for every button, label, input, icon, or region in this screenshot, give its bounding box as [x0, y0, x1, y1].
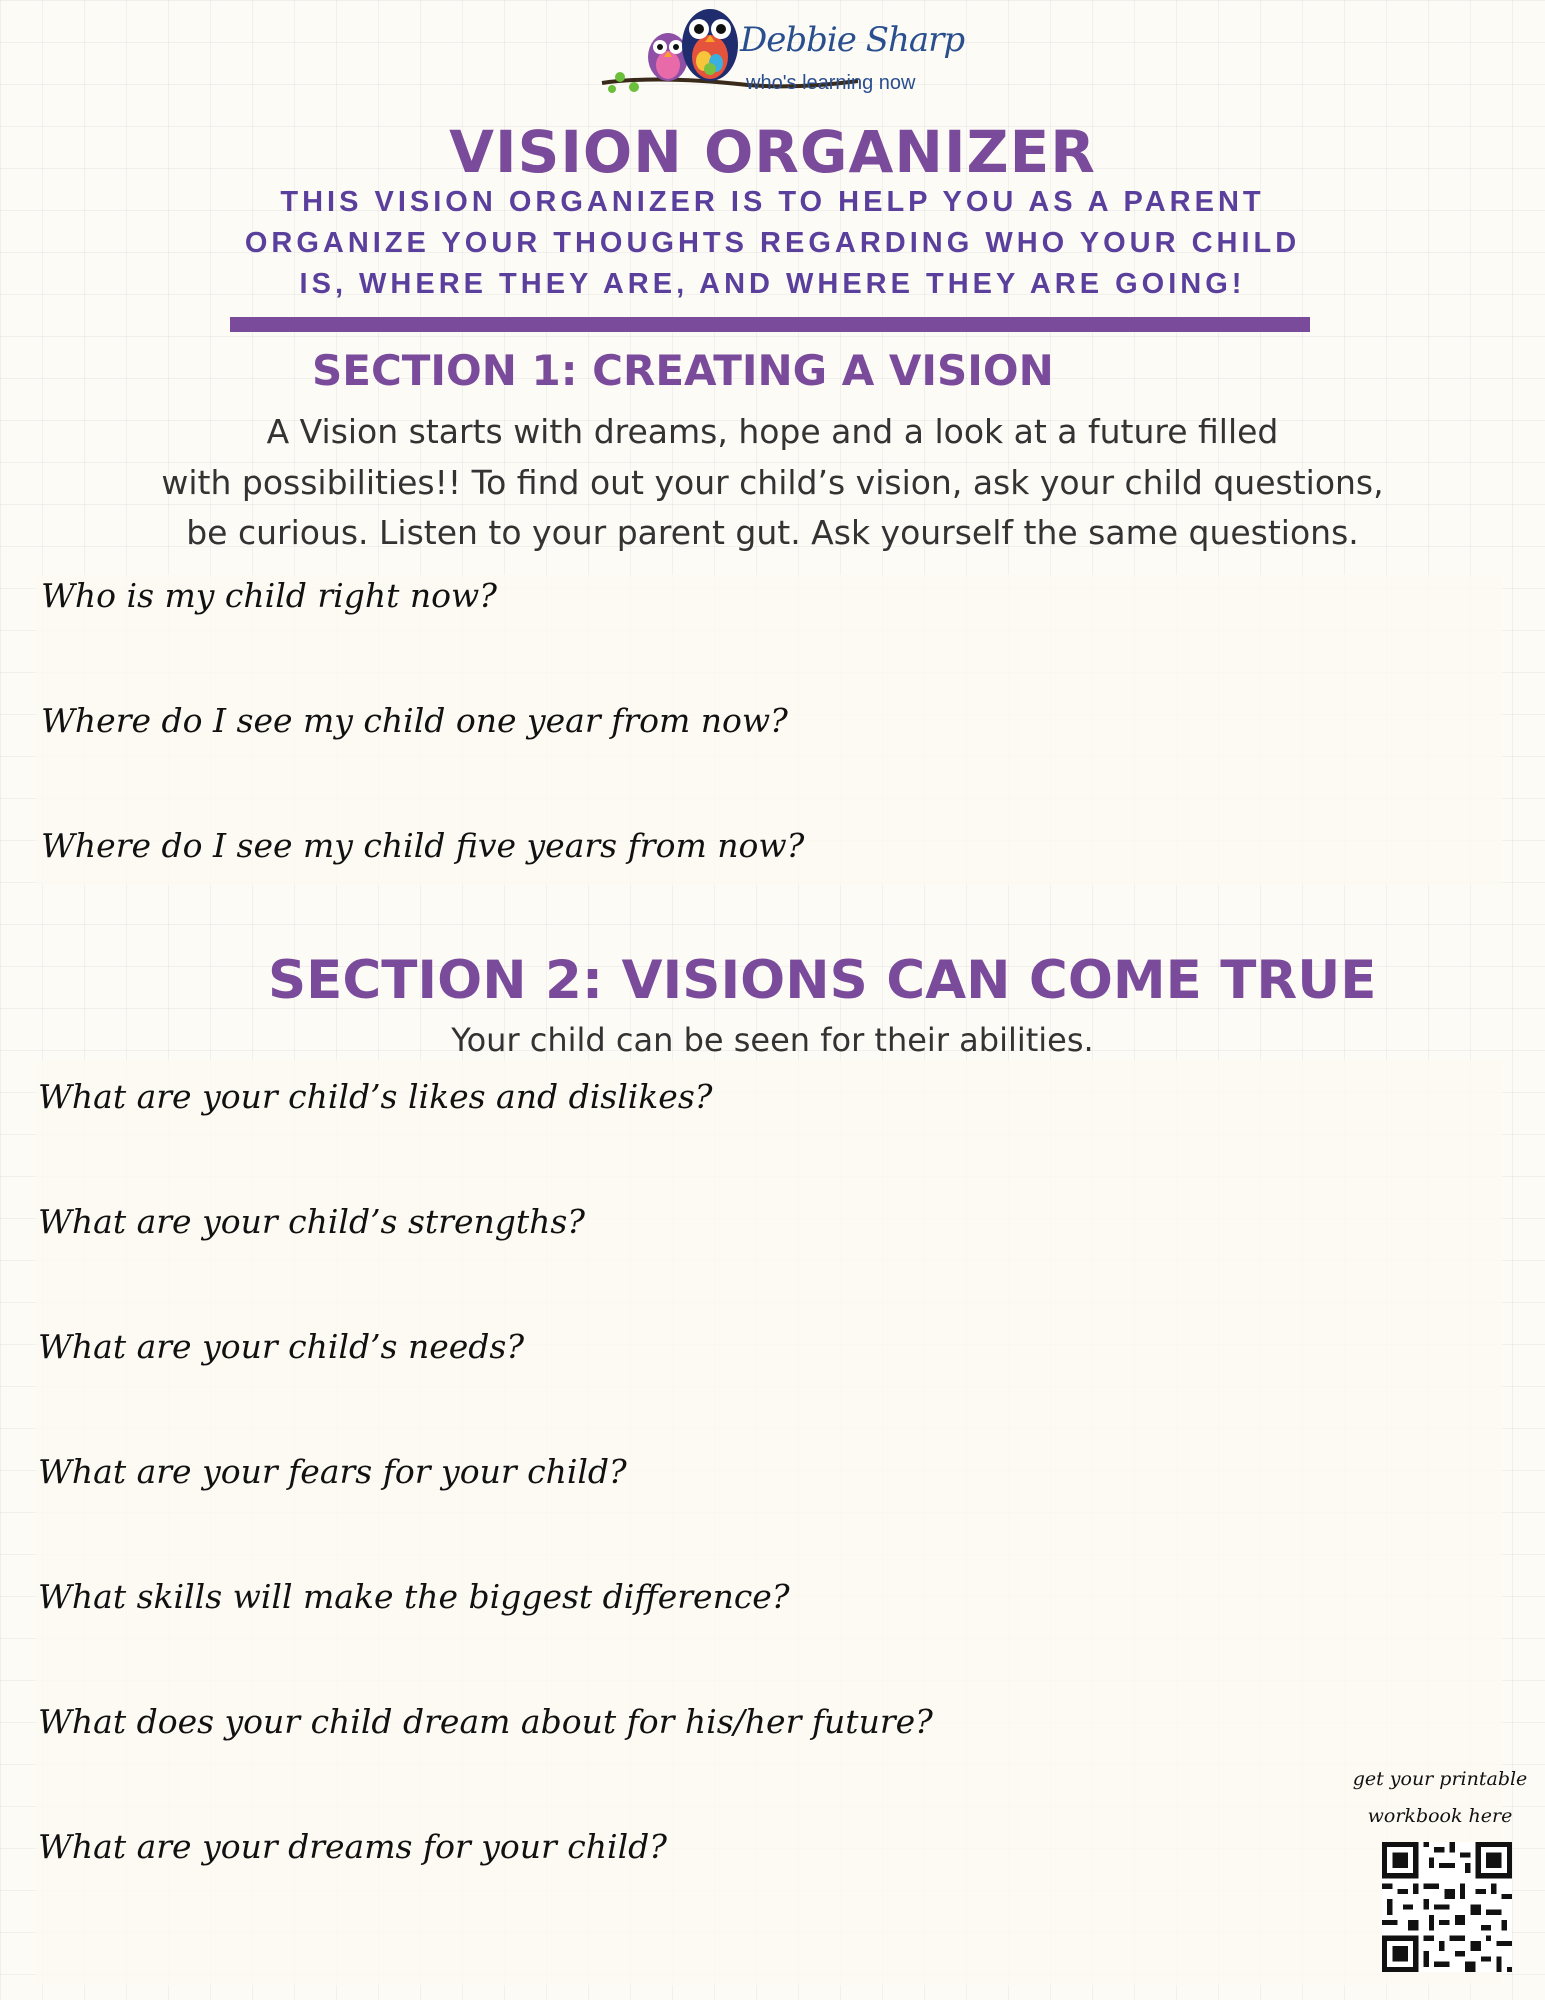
question-s2-7: What are your dreams for your child?	[38, 1827, 667, 1866]
brand-name: Debbie Sharp	[740, 20, 965, 60]
workbook-cta-line-2: workbook here	[1367, 1805, 1513, 1827]
section-2-lead: Your child can be seen for their abilities.	[451, 1021, 1094, 1059]
question-s2-1: What are your child’s likes and dislikes?	[38, 1077, 713, 1116]
question-s1-1: Who is my child right now?	[41, 576, 497, 615]
section-1-heading: SECTION 1: CREATING A VISION	[312, 346, 1054, 395]
question-s1-3: Where do I see my child five years from now?	[41, 826, 805, 865]
question-s2-6: What does your child dream about for his/her future?	[38, 1702, 933, 1741]
page-title: VISION ORGANIZER	[449, 118, 1096, 186]
intro-line-2: ORGANIZE YOUR THOUGHTS REGARDING WHO YOUR CHILD	[244, 227, 1301, 259]
intro-line-3: IS, WHERE THEY ARE, AND WHERE THEY ARE GOING!	[299, 268, 1246, 300]
section-1-lead-line-2: with possibilities!! To find out your child’s vision, ask your child questions,	[161, 463, 1384, 502]
section-1-lead-line-3: be curious. Listen to your parent gut. Ask yourself the same questions.	[186, 513, 1359, 552]
intro-line-1: THIS VISION ORGANIZER IS TO HELP YOU AS A PARENT	[280, 186, 1265, 218]
section-1-lead-line-1: A Vision starts with dreams, hope and a look at a future filled	[266, 412, 1279, 451]
question-s2-4: What are your fears for your child?	[38, 1452, 627, 1491]
workbook-cta-line-1: get your printable	[1352, 1768, 1528, 1790]
divider	[230, 317, 1310, 332]
question-s1-2: Where do I see my child one year from now?	[41, 701, 788, 740]
brand-tagline: who's learning now	[746, 72, 916, 94]
section-2-heading: SECTION 2: VISIONS CAN COME TRUE	[268, 950, 1377, 1011]
question-s2-5: What skills will make the biggest difference?	[38, 1577, 790, 1616]
qr-code-icon[interactable]	[1382, 1842, 1512, 1972]
question-s2-3: What are your child’s needs?	[38, 1327, 525, 1366]
question-s2-2: What are your child’s strengths?	[38, 1202, 585, 1241]
